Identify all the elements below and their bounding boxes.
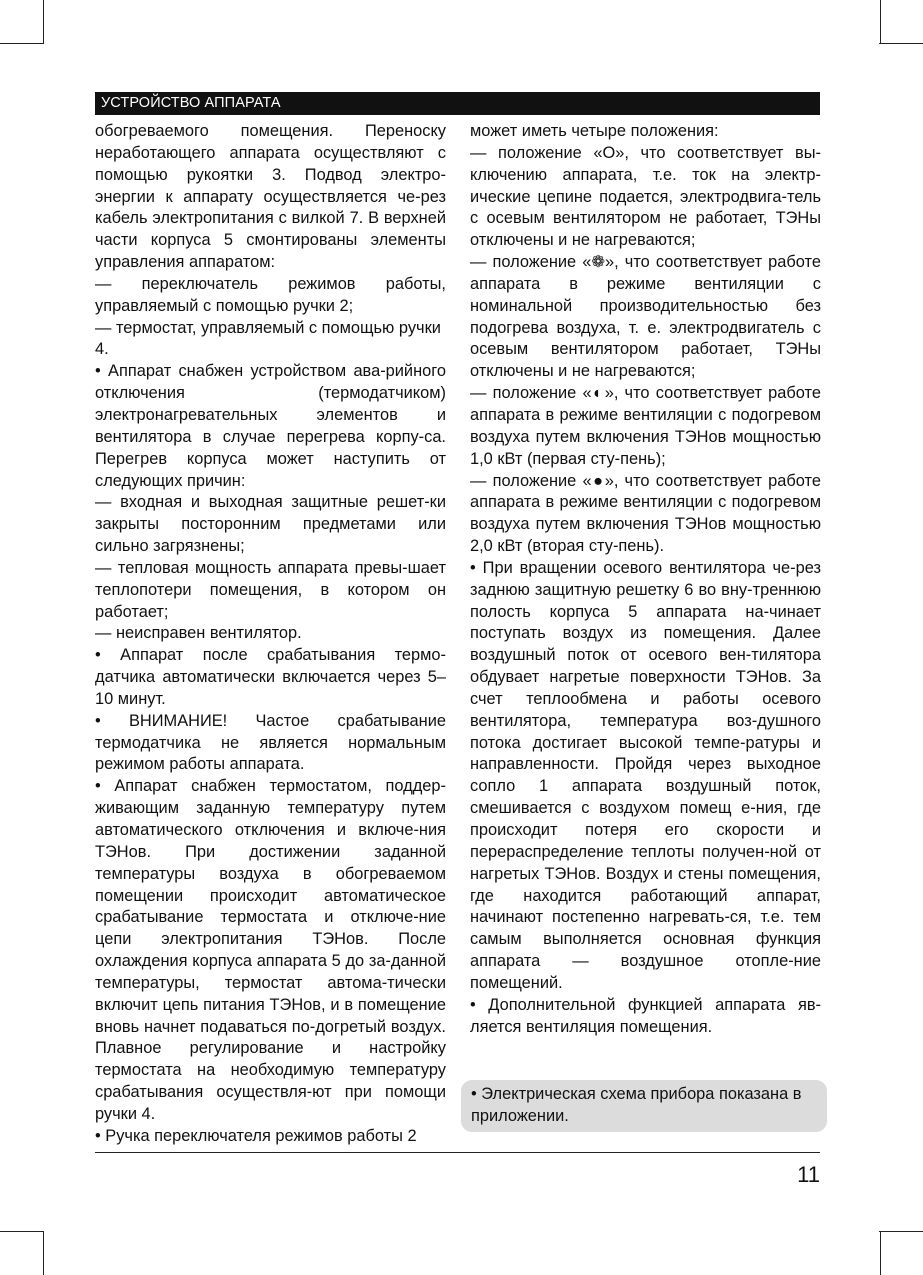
note-box: • Электрическая схема прибора показана в приложении. bbox=[461, 1080, 827, 1132]
paragraph: — термостат, управляемый с помощью ручки 4. bbox=[95, 318, 441, 359]
crop-mark bbox=[0, 1231, 44, 1232]
section-header: УСТРОЙСТВО АППАРАТА bbox=[95, 92, 820, 115]
paragraph: — неисправен вентилятор. bbox=[95, 624, 302, 643]
crop-mark bbox=[43, 0, 44, 44]
paragraph: • Аппарат снабжен термостатом, поддер-живающим заданную температуру путем автоматического отключения и включе-ния ТЭНов. При достижении заданной температуры воздуха в обогреваемом помещении происходит автоматическое срабатывание термостата и отключе-ние цепи электропитания ТЭНов. После охлаждения корпуса аппарата 5 до за-данной температуры, термостат автома-тически включит цепь питания ТЭНов, и в помещение вновь начнет подаваться по-догретый воздух. Плавное регулирование и настройку термостата на необходимую температуру срабатывания осуществля-ют при помощи ручки 4. bbox=[95, 777, 446, 1123]
paragraph: может иметь четыре положения: bbox=[470, 122, 719, 140]
paragraph: — переключатель режимов работы, управляемый с помощью ручки 2; bbox=[95, 274, 446, 315]
paragraph: • Дополнительной функцией аппарата яв-ляется вентиляция помещения. bbox=[470, 995, 821, 1036]
crop-mark bbox=[880, 0, 881, 44]
paragraph: — входная и выходная защитные решет-ки закрыты посторонним предметами или сильно загрязнены; bbox=[95, 493, 446, 556]
warning-paragraph: • ВНИМАНИЕ! Частое срабатывание термодатчика не является нормальным режимом работы аппарата. bbox=[95, 711, 446, 774]
crop-mark bbox=[0, 43, 44, 44]
paragraph: • Ручка переключателя режимов работы 2 bbox=[95, 1126, 417, 1145]
paragraph: • При вращении осевого вентилятора че-рез заднюю защитную решетку 6 во вну-треннюю полость корпуса 5 аппарата на-чинает поступать воздух из помещения. Далее воздушный поток от осевого вен-тилятора обдувает нагретые поверхности ТЭНов. За счет теплообмена и работы осевого вентилятора, температура воз-душного потока достигает высокой темпе-ратуры и направленности. Пройдя через выходное сопло 1 аппарата воздушный поток, смешивается с воздухом помещ е-ния, где происходит потеря его скорости и перераспределение теплоты получен-ной от нагретых ТЭНов. Воздух и стены помещения, где находится работающий аппарат, начинают постепенно нагревать-ся, т.е. тем самым выполняется основная функция аппарата — воздушное отопле-ние помещений. bbox=[470, 558, 821, 992]
paragraph: — положение «●», что соответствует работе аппарата в режиме вентиляции с подогревом воздуха путем включения ТЭНов мощностью 2,0 кВт (вторая сту-пень). bbox=[470, 471, 821, 556]
right-column bbox=[470, 121, 821, 1038]
paragraph: — положение «◐», что соответствует работе аппарата в режиме вентиляции с подогревом воздуха путем включения ТЭНов мощностью 1,0 кВт (первая сту-пень); bbox=[470, 384, 821, 468]
paragraph: обогреваемого помещения. Переноску неработающего аппарата осуществляют с помощью рукоятки 3. Подвод электро-энергии к аппарату осуществляется че-рез кабель электропитания с вилкой 7. В верхней части корпуса 5 смонтированы элементы управления аппаратом: bbox=[95, 122, 446, 272]
footer-rule bbox=[95, 1152, 820, 1153]
crop-mark bbox=[879, 1231, 923, 1232]
page-number: 11 bbox=[797, 1162, 820, 1187]
paragraph: — положение «❁», что соответствует работе аппарата в режиме вентиляции с номинальной производительностью без подогрева воздуха, т. е. электродвигатель с осевым вентилятором работает, ТЭНы отключены и не нагреваются; bbox=[470, 253, 821, 381]
left-column bbox=[95, 121, 446, 1148]
paragraph: — тепловая мощность аппарата превы-шает теплопотери помещения, в котором он работает; bbox=[95, 558, 446, 621]
paragraph: • Аппарат снабжен устройством ава-рийного отключения (термодатчиком) электронагревательных элементов и вентилятора в случае перегрева корпу-са. Перегрев корпуса может наступить от следующих причин: bbox=[95, 362, 446, 490]
paragraph: • Аппарат после срабатывания термо-датчика автоматически включается через 5–10 минут. bbox=[95, 646, 446, 708]
crop-mark bbox=[880, 1231, 881, 1275]
paragraph: — положение «О», что соответствует вы-ключению аппарата, т.е. ток на электр-ические цепине подается, электродвига-тель с осевым вентилятором не работает, ТЭНы отключены и не нагреваются; bbox=[470, 143, 821, 250]
crop-mark bbox=[879, 43, 923, 44]
crop-mark bbox=[43, 1231, 44, 1275]
